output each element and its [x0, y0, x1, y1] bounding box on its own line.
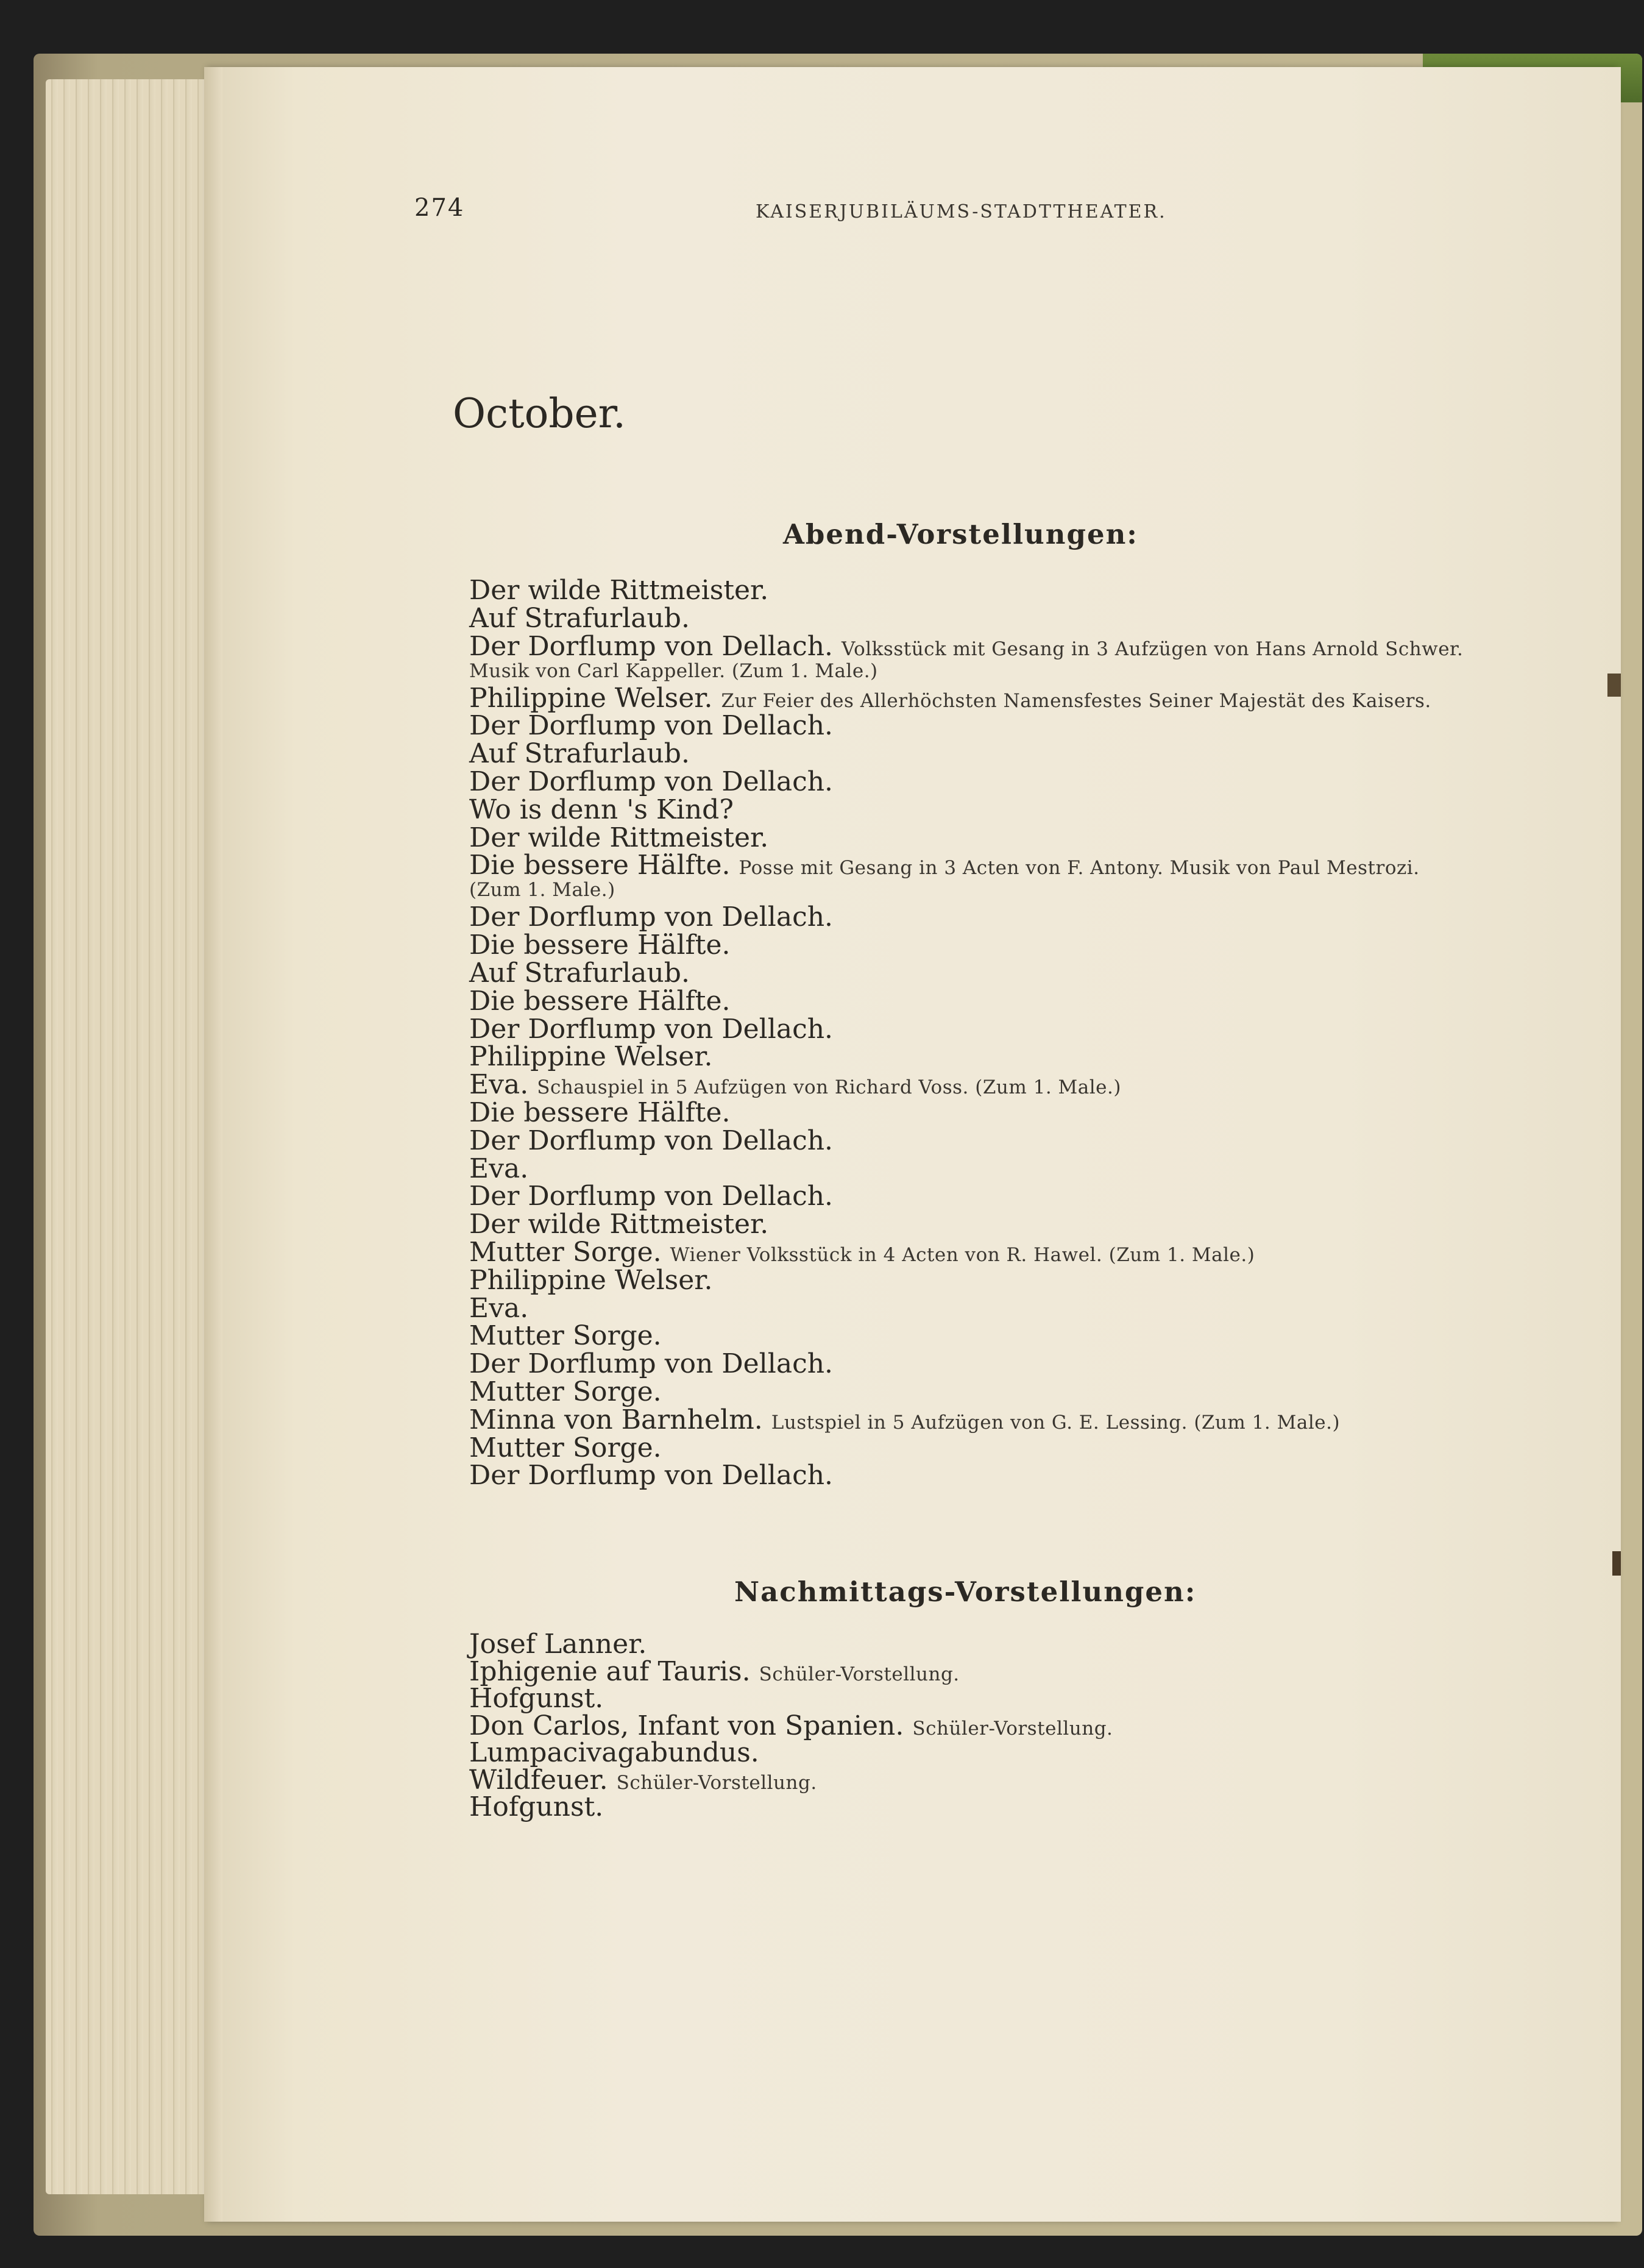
running-head: KAISERJUBILÄUMS-STADTTHEATER. [756, 201, 1167, 222]
entry-note: Schauspiel in 5 Aufzügen von Richard Voss. (Zum 1. Male.) [537, 1076, 1121, 1099]
entry-title: Eva. [469, 1153, 529, 1184]
entry-note-continued: Musik von Carl Kappeller. (Zum 1. Male.) [469, 659, 878, 682]
entry-title: Wildfeuer. Schüler-Vorstellung. [469, 1764, 817, 1796]
entry-title: Der Dorflump von Dellach. [469, 710, 834, 742]
entry-title: Der Dorflump von Dellach. [469, 1181, 834, 1212]
entry-title: Wo is denn 's Kind? [469, 794, 734, 825]
entry-title: Die bessere Hälfte. [469, 930, 731, 961]
entry-title: Die bessere Hälfte. Posse mit Gesang in 3 Acten von F. Antony. Musik von Paul Mestrozi. [469, 850, 1420, 881]
entry-note: Schüler-Vorstellung. [616, 1771, 817, 1794]
page-number: 274 [414, 194, 465, 222]
entry-note: Posse mit Gesang in 3 Acten von F. Antony. Musik von Paul Mestrozi. [739, 857, 1420, 880]
entry-note-continued: (Zum 1. Male.) [469, 879, 615, 901]
entry-title: Philippine Welser. Zur Feier des Allerhöchsten Namensfestes Seiner Majestät des Kaisers. [469, 682, 1431, 714]
entry-title: Mutter Sorge. [469, 1320, 662, 1352]
entry-title: Eva. [469, 1292, 529, 1324]
entry-note: Wiener Volksstück in 4 Acten von R. Hawel. (Zum 1. Male.) [670, 1243, 1255, 1266]
entry-title: Don Carlos, Infant von Spanien. Schüler-Vorstellung. [469, 1710, 1113, 1741]
month-title [0, 390, 1644, 437]
entry-title: Der Dorflump von Dellach. [469, 766, 834, 797]
entry-title: Lumpacivagabundus. [469, 1737, 759, 1768]
entry-title: Minna von Barnhelm. Lustspiel in 5 Aufzügen von G. E. Lessing. (Zum 1. Male.) [469, 1404, 1341, 1435]
entry-title: Der Dorflump von Dellach. [469, 1460, 834, 1491]
entry-title: Die bessere Hälfte. [469, 985, 731, 1017]
section-heading-nachmittag: Nachmittags-Vorstellungen: [734, 1576, 1197, 1608]
entry-title: Josef Lanner. [469, 1629, 647, 1660]
entry-title: Eva. Schauspiel in 5 Aufzügen von Richard Voss. (Zum 1. Male.) [469, 1069, 1121, 1101]
entry-title: Hofgunst. [469, 1683, 604, 1714]
entry-note: Lustspiel in 5 Aufzügen von G. E. Lessing. (Zum 1. Male.) [771, 1411, 1341, 1434]
entry-title: Mutter Sorge. [469, 1376, 662, 1407]
entry-title: Die bessere Hälfte. [469, 1097, 731, 1128]
entry-title: Philippine Welser. [469, 1264, 713, 1296]
section-heading-abend: Abend-Vorstellungen: [783, 518, 1138, 550]
page-edge-clip [1612, 1551, 1621, 1576]
entry-title: Der Dorflump von Dellach. [469, 901, 834, 933]
entry-title: Der Dorflump von Dellach. [469, 1013, 834, 1045]
entry-title: Auf Strafurlaub. [469, 602, 690, 634]
entry-note: Volksstück mit Gesang in 3 Aufzügen von Hans Arnold Schwer. [841, 638, 1464, 660]
entry-title: Philippine Welser. [469, 1041, 713, 1073]
month-title-text: October. [453, 390, 626, 437]
entry-note: Schüler-Vorstellung. [759, 1663, 960, 1685]
entry-title: Der wilde Rittmeister. [469, 822, 769, 853]
entry-title: Der wilde Rittmeister. [469, 1209, 769, 1240]
entry-title: Hofgunst. [469, 1791, 604, 1822]
entry-title: Der Dorflump von Dellach. Volksstück mit Gesang in 3 Aufzügen von Hans Arnold Schwer. [469, 630, 1464, 662]
entry-note: Zur Feier des Allerhöchsten Namensfestes Seiner Majestät des Kaisers. [721, 689, 1431, 712]
entry-title: Auf Strafurlaub. [469, 738, 690, 770]
entry-title: Mutter Sorge. Wiener Volksstück in 4 Acten von R. Hawel. (Zum 1. Male.) [469, 1236, 1255, 1268]
entry-title: Iphigenie auf Tauris. Schüler-Vorstellung. [469, 1655, 960, 1687]
entry-title: Der wilde Rittmeister. [469, 575, 769, 606]
entry-title: Der Dorflump von Dellach. [469, 1125, 834, 1156]
entry-title: Auf Strafurlaub. [469, 957, 690, 989]
page-edge-clip [1607, 674, 1621, 697]
entry-title: Mutter Sorge. [469, 1432, 662, 1463]
entry-title: Der Dorflump von Dellach. [469, 1348, 834, 1380]
entry-note: Schüler-Vorstellung. [912, 1717, 1113, 1740]
